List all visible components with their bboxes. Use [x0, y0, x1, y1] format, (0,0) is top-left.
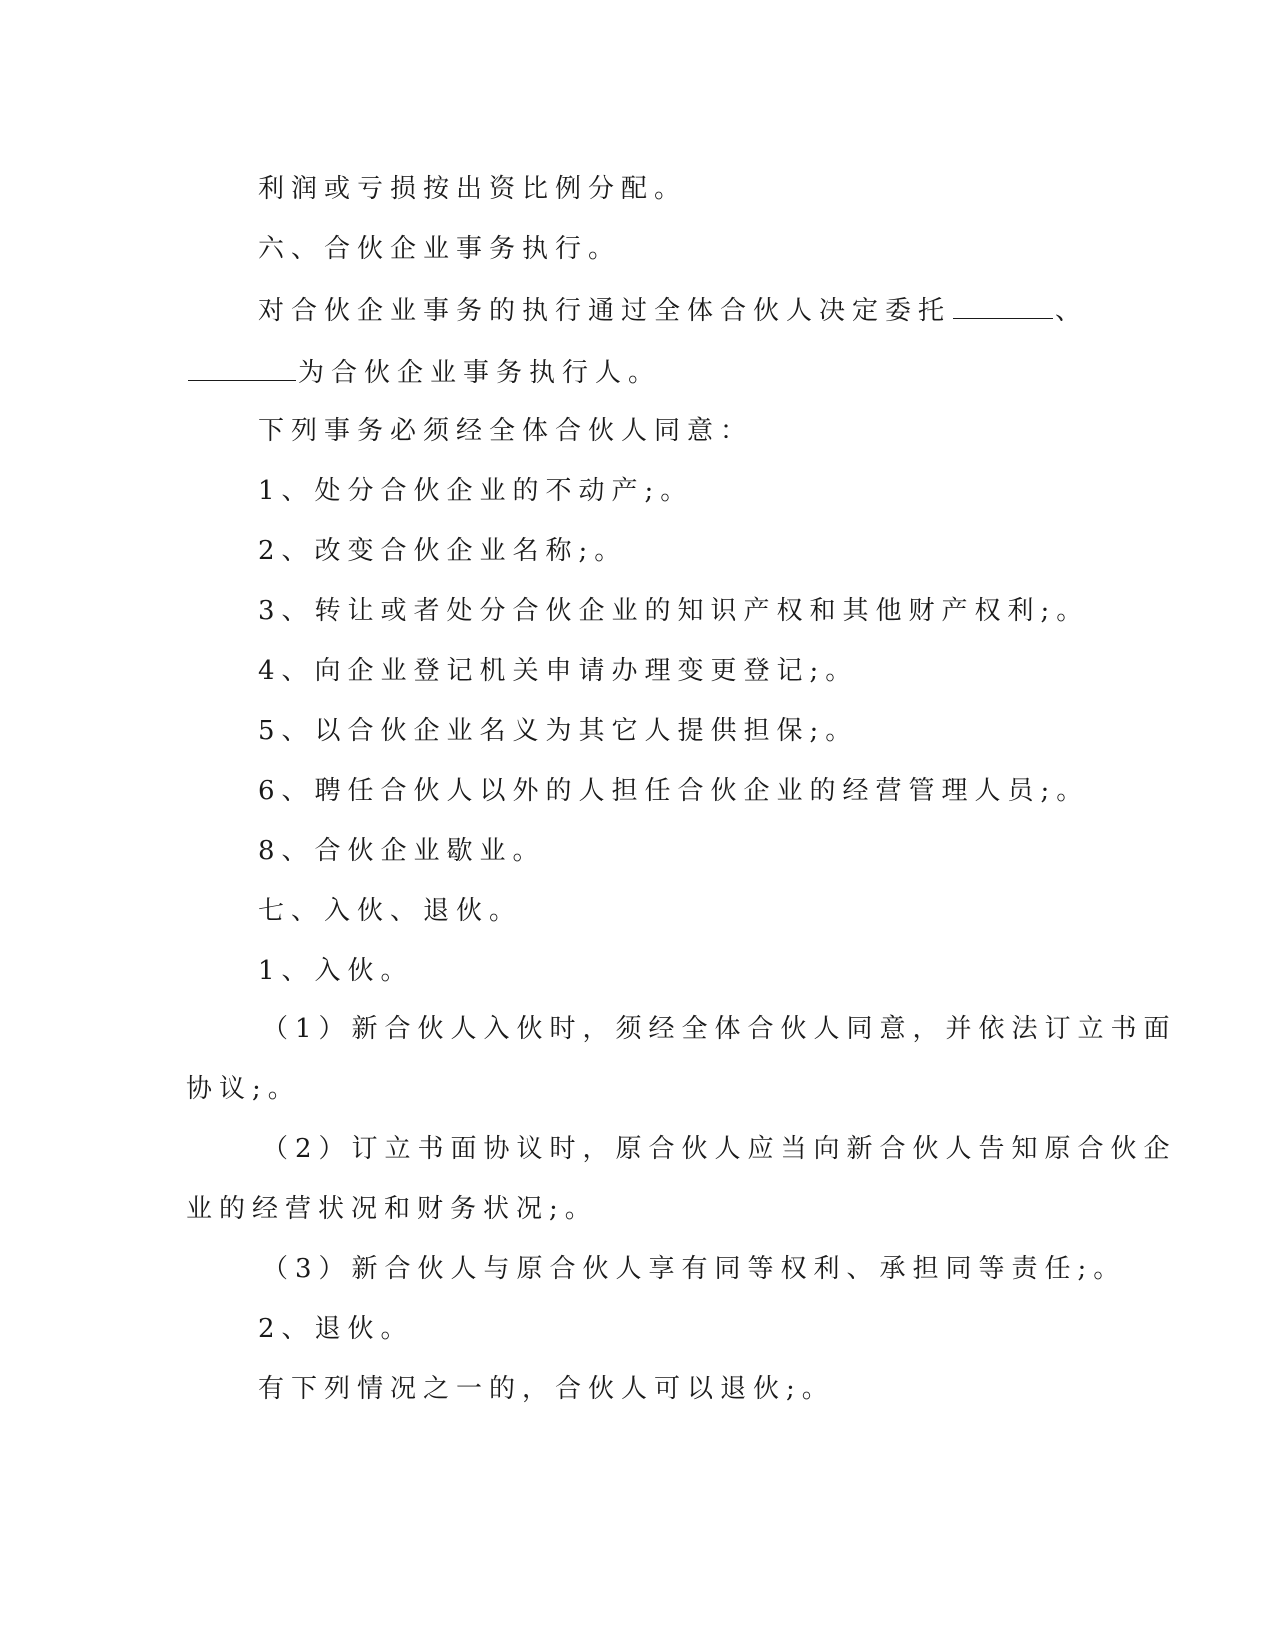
- paragraph-admission-clause-1: （1）新合伙人入伙时，须经全体合伙人同意，并依法订立书面: [262, 1014, 1177, 1044]
- blank-field-executor-1[interactable]: [953, 292, 1053, 319]
- list-item-management-hire: 6、聘任合伙人以外的人担任合伙企业的经营管理人员;。: [258, 776, 1090, 806]
- paragraph-admission-clause-2: （2）订立书面协议时，原合伙人应当向新合伙人告知原合伙企: [262, 1134, 1177, 1164]
- paragraph-admission-clause-2-continued: 业的经营状况和财务状况;。: [186, 1194, 598, 1224]
- paragraph-admission-clause-3: （3）新合伙人与原合伙人享有同等权利、承担同等责任;。: [262, 1254, 1127, 1284]
- subsection-heading-withdrawal: 2、退伙。: [258, 1314, 414, 1344]
- list-item-ip-transfer: 3、转让或者处分合伙企业的知识产权和其他财产权利;。: [258, 596, 1090, 626]
- paragraph-withdrawal-conditions: 有下列情况之一的，合伙人可以退伙;。: [258, 1374, 835, 1404]
- section-heading-admission-withdrawal: 七、入伙、退伙。: [258, 896, 523, 926]
- paragraph-execution-delegation-continued: [186, 354, 661, 390]
- list-item-name-change: 2、改变合伙企业名称;。: [258, 536, 628, 566]
- paragraph-profit-distribution: 利润或亏损按出资比例分配。: [258, 174, 688, 204]
- list-item-registration-change: 4、向企业登记机关申请办理变更登记;。: [258, 656, 859, 686]
- subsection-heading-admission: 1、入伙。: [258, 956, 414, 986]
- list-item-real-estate: 1、处分合伙企业的不动产;。: [258, 476, 694, 506]
- paragraph-admission-clause-1-continued: 协议;。: [186, 1074, 301, 1104]
- blank-field-executor-2[interactable]: [188, 354, 296, 381]
- enumeration-comma: 、: [1055, 296, 1089, 326]
- execution-delegation-text: 对合伙企业事务的执行通过全体合伙人决定委托: [258, 296, 952, 326]
- list-item-guarantee: 5、以合伙企业名义为其它人提供担保;。: [258, 716, 859, 746]
- paragraph-unanimous-consent-intro: 下列事务必须经全体合伙人同意：: [258, 416, 754, 446]
- executor-role-text: 为合伙企业事务执行人。: [298, 358, 662, 388]
- paragraph-execution-delegation: [258, 292, 1088, 328]
- section-heading-affairs-execution: 六、合伙企业事务执行。: [258, 234, 622, 264]
- list-item-closure: 8、合伙企业歇业。: [258, 836, 546, 866]
